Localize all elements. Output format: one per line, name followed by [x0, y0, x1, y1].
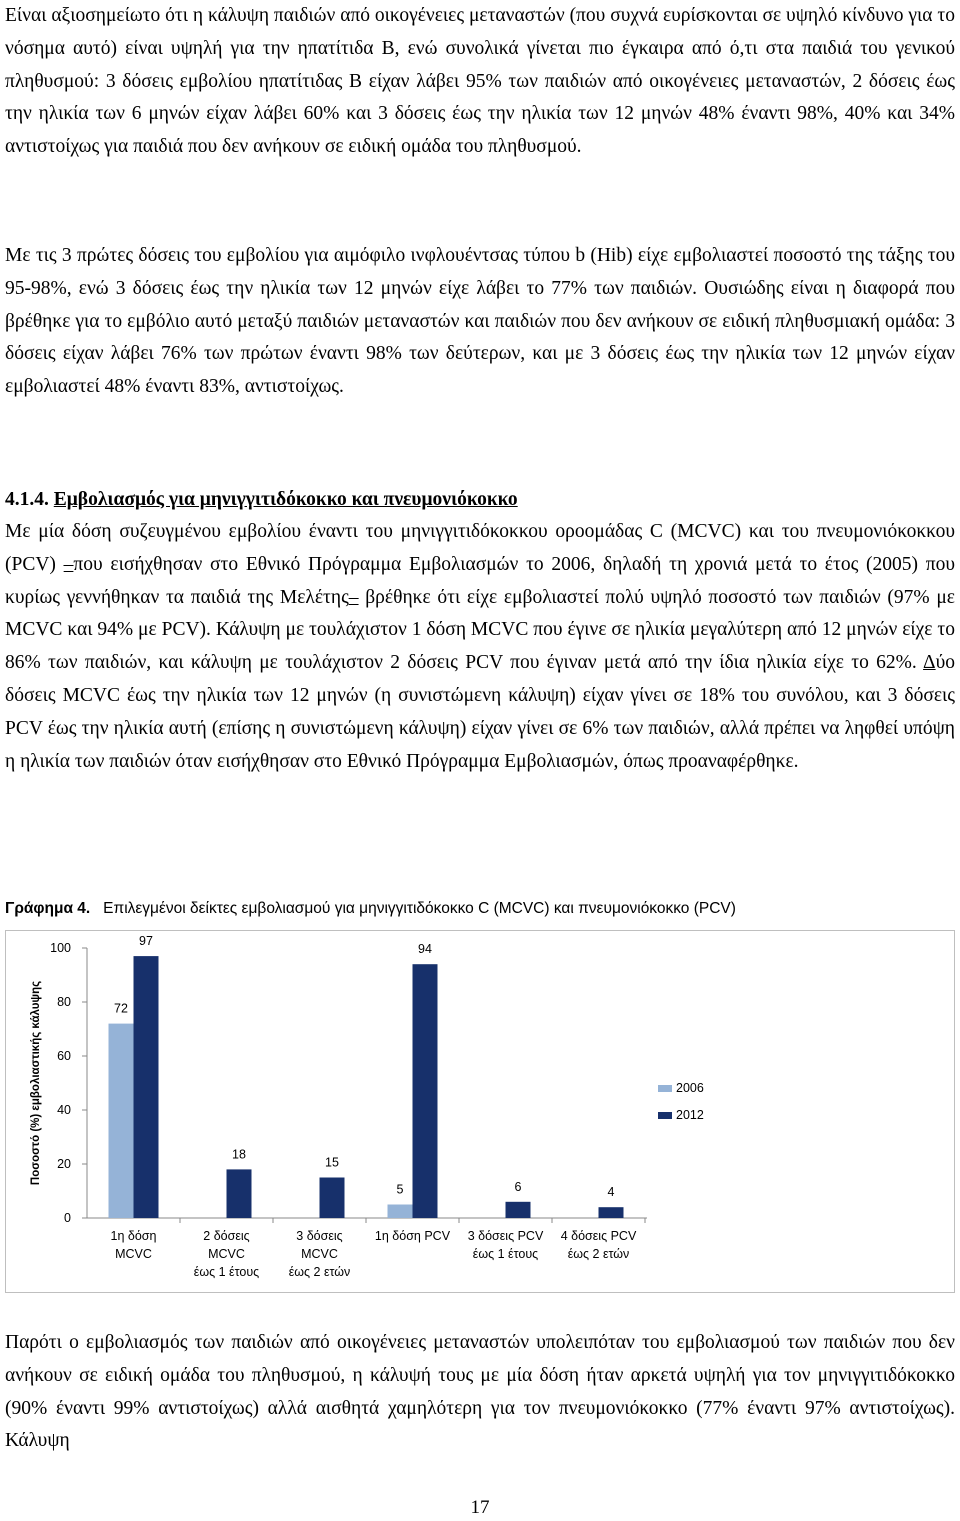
paragraph-mcvc-pcv-part2: που εισήχθησαν στο Εθνικό Πρόγραμμα Εμβολιασμών το 2006, δηλαδή τη χρονιά μετά το έτος (2005) που κυρίως γεννήθηκαν τα παιδιά της Μελέτης [5, 553, 955, 608]
bar-2012 [134, 956, 159, 1218]
paragraph-delta-letter: Δ [923, 652, 936, 674]
bar-value-label: 18 [232, 1147, 246, 1162]
legend [658, 1081, 704, 1122]
x-category-label: 1η δόση PCV [374, 1229, 451, 1243]
y-tick-label: 20 [57, 1157, 71, 1171]
paragraph-mcvc-pcv-part3: βρέθηκε ότι είχε εμβολιαστεί πολύ υψηλό ποσοστό των παιδιών (97% με MCVC και 94% με PCV). Κάλυψη με τουλάχιστον 1 δόση MCVC που έγινε σε ηλικία μεγαλύτερη από 12 μηνών είχε το 86% των παιδιών, και κάλυψη με τουλάχιστον 2 δόσεις PCV που έγιναν μετά από την ίδια ηλικία είχε το 62%. [5, 586, 955, 674]
bar-value-label: 6 [514, 1179, 522, 1194]
y-tick-label: 60 [57, 1049, 71, 1063]
bar-2012 [320, 1178, 345, 1219]
legend-label: 2006 [676, 1081, 704, 1095]
chart-svg [5, 930, 955, 1293]
figure-caption-text: Επιλεγμένοι δείκτες εμβολιασμού για μηνιγγιτιδόκοκκο C (MCVC) και πνευμονιόκοκκο (PCV) [103, 900, 736, 917]
bar-value-label: 15 [325, 1155, 339, 1170]
paragraph-mcvc-pcv-part1: Με μία δόση συζευγμένου εμβολίου έναντι του μηνιγγιτιδόκοκκου οροομάδας C (MCVC) και του πνευμονιόκοκκου (PCV) [5, 521, 955, 575]
x-category-label: MCVC [301, 1247, 338, 1261]
bar-2012 [506, 1202, 531, 1218]
paragraph-mcvc-pcv-part4: ύο δόσεις MCVC έως την ηλικία των 12 μηνών (η συνιστώμενη κάλυψη) είχαν γίνει σε 18% του συνόλου, και 3 δόσεις PCV έως την ηλικία αυτή (επίσης η συνιστώμενη κάλυψη) είχαν γίνει σε 6% των παιδιών, αλλά πρέπει να ληφθεί υπόψη η ηλικία των παιδιών όταν εισήχθησαν στο Εθνικό Πρόγραμμα Εμβολιασμών, όπως προαναφέρθηκε. [5, 652, 955, 772]
bar-value-label: 94 [418, 942, 432, 957]
page-number: 17 [470, 1497, 490, 1518]
x-category-label: έως 2 ετών [288, 1265, 351, 1279]
paragraph-mcvc-pcv [5, 516, 955, 778]
paragraph-dash-2: – [348, 586, 359, 608]
bar-2012 [413, 964, 438, 1218]
legend-swatch-2006 [658, 1085, 672, 1092]
figure-label: Γράφημα 4. [5, 900, 91, 917]
y-tick-label: 100 [50, 941, 71, 955]
x-category-label: έως 1 έτους [193, 1265, 260, 1279]
x-category-label: 1η δόση [110, 1229, 157, 1243]
bar-value-label: 4 [607, 1185, 615, 1200]
paragraph-hepatitis-b: Είναι αξιοσημείωτο ότι η κάλυψη παιδιών από οικογένειες μεταναστών (που συχνά ευρίσκονται σε υψηλό κίνδυνο για το νόσημα αυτό) είναι υψηλή για την ηπατίτιδα Β, ενώ συνολικά γίνεται πιο έγκαιρα από ό,τι στα παιδιά του γενικού πληθυσμού: 3 δόσεις εμβολίου ηπατίτιδας Β είχαν λάβει 95% των παιδιών από οικογένειες μεταναστών, 2 δόσεις έως την ηλικία των 6 μηνών είχαν λάβει 60% και 3 δόσεις έως την ηλικία των 12 μηνών 48% έναντι 98%, 40% και 34% αντιστοίχως για παιδιά που δεν ανήκουν σε ειδική ομάδα του πληθυσμού. [5, 5, 955, 158]
x-category-label: MCVC [208, 1247, 245, 1261]
x-category-label: 2 δόσεις [203, 1229, 250, 1243]
y-tick-label: 0 [64, 1211, 71, 1225]
x-category-label: 3 δόσεις PCV [467, 1229, 544, 1243]
bars [109, 934, 624, 1218]
bar-value-label: 97 [139, 934, 153, 949]
section-number: 4.1.4. [5, 489, 49, 510]
section-title: Εμβολιασμός για μηνιγγιτιδόκοκκο και πνευμονιόκοκκο [53, 489, 518, 510]
x-category-label: 4 δόσεις PCV [560, 1229, 637, 1243]
paragraph-hib: Με τις 3 πρώτες δόσεις του εμβολίου για αιμόφιλο ινφλουέντσας τύπου b (Hib) είχε εμβολιαστεί ποσοστό της τάξης του 95-98%, ενώ 3 δόσεις έως την ηλικία των 12 μηνών είχε λάβει το 77% των παιδιών. Ουσιώδης είναι η διαφορά που βρέθηκε για το εμβόλιο αυτό μεταξύ παιδιών μεταναστών και παιδιών που δεν ανήκουν σε ειδική πληθυσμιακή ομάδα: 3 δόσεις είχαν λάβει 76% των πρώτων έναντι 98% των δεύτερων, και με 3 δόσεις έως την ηλικία των 12 μηνών είχαν εμβολιαστεί 48% έναντι 83%, αντιστοίχως. [5, 245, 955, 398]
bar-value-label: 72 [114, 1001, 128, 1016]
paragraph-immigrant-coverage: Παρότι ο εμβολιασμός των παιδιών από οικογένειες μεταναστών υπολειπόταν του εμβολιασμού των παιδιών που δεν ανήκουν σε ειδική ομάδα του πληθυσμού, η κάλυψή τους με μία δόση ήταν αρκετά υψηλή για τον μηνιγγιτιδόκοκκο (90% έναντι 99% αντιστοίχως) αλλά αισθητά χαμηλότερη για τον πνευμονιόκοκκο (77% έναντι 97% αντιστοίχως). Κάλυψη [5, 1332, 955, 1452]
figure-caption [5, 900, 955, 918]
x-category-label: 3 δόσεις [296, 1229, 343, 1243]
bar-2006 [388, 1205, 413, 1219]
x-category-label: έως 2 ετών [567, 1247, 630, 1261]
legend-label: 2012 [676, 1108, 704, 1122]
vaccination-chart [5, 930, 955, 1293]
x-category-label: έως 1 έτους [472, 1247, 539, 1261]
bar-value-label: 5 [396, 1182, 404, 1197]
paragraph-dash-1: – [63, 553, 74, 575]
bar-2012 [227, 1169, 252, 1218]
x-axis-labels [111, 1218, 645, 1279]
bar-2006 [109, 1024, 134, 1218]
bar-2012 [599, 1207, 624, 1218]
y-tick-label: 40 [57, 1103, 71, 1117]
legend-swatch-2012 [658, 1112, 672, 1119]
y-axis [50, 941, 87, 1225]
section-heading [5, 484, 955, 516]
y-tick-label: 80 [57, 995, 71, 1009]
y-axis-title: Ποσοστό (%) εμβολιαστικής κάλυψης [30, 980, 42, 1186]
x-category-label: MCVC [115, 1247, 152, 1261]
